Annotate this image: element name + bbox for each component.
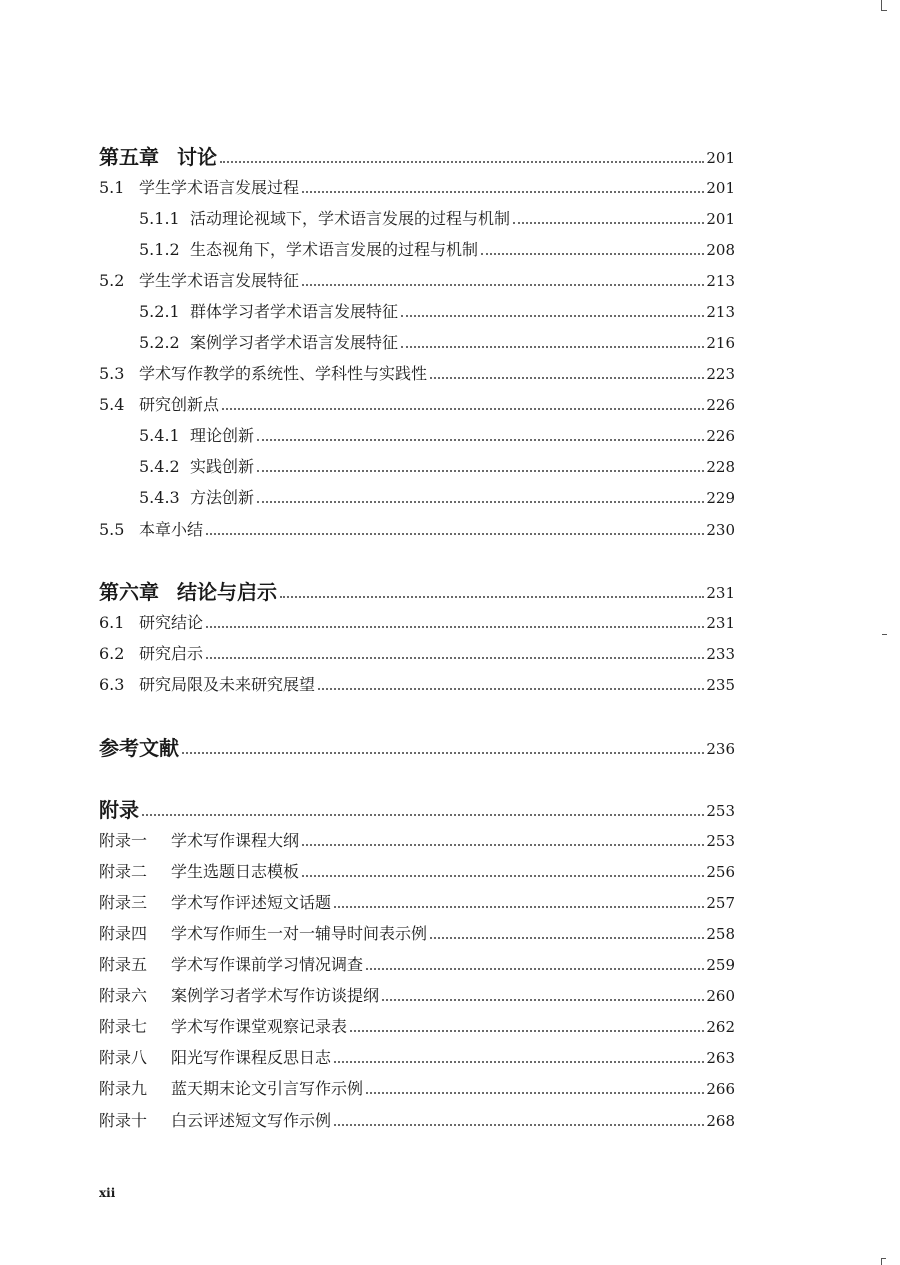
toc-entry[interactable]	[139, 296, 735, 322]
page-number: 201	[706, 210, 735, 228]
toc-entry[interactable]	[139, 420, 735, 446]
page-number: 258	[706, 925, 735, 943]
entry-title: 研究启示	[139, 644, 204, 663]
dot-leader	[302, 844, 704, 846]
dot-leader	[430, 937, 704, 939]
toc-entry[interactable]	[99, 514, 735, 540]
toc-entry[interactable]	[99, 887, 735, 913]
toc-entry[interactable]	[99, 1011, 735, 1037]
toc-entry[interactable]	[99, 389, 735, 415]
entry-number: 5.4.3	[139, 488, 180, 507]
dot-leader	[318, 688, 704, 690]
entry-title: 案例学习者学术写作访谈提纲	[171, 986, 380, 1005]
entry-title: 案例学习者学术语言发展特征	[190, 333, 399, 352]
page-number: 262	[706, 1018, 735, 1036]
dot-leader	[334, 906, 704, 908]
dot-leader	[382, 999, 704, 1001]
toc-entry[interactable]	[99, 669, 735, 695]
dot-leader	[257, 501, 704, 503]
entry-title: 学生学术语言发展过程	[139, 178, 300, 197]
page-number: 236	[706, 740, 735, 758]
page-number: 253	[706, 802, 735, 820]
toc-entry[interactable]	[99, 607, 735, 633]
dot-leader	[481, 253, 704, 255]
dot-leader	[302, 875, 704, 877]
dot-leader	[401, 315, 704, 317]
entry-title: 学生选题日志模板	[171, 862, 300, 881]
entry-number: 6.2	[99, 644, 125, 663]
dot-leader	[257, 470, 704, 472]
page-number: 259	[706, 956, 735, 974]
toc-entry[interactable]	[99, 949, 735, 975]
chapter-label: 附录	[99, 798, 139, 822]
entry-number: 5.4.1	[139, 426, 180, 445]
entry-number: 附录七	[99, 1017, 148, 1036]
entry-number: 5.1.1	[139, 209, 180, 228]
page-number: 260	[706, 987, 735, 1005]
toc-entry[interactable]	[99, 172, 735, 198]
toc-entry[interactable]	[139, 234, 735, 260]
page-number: 226	[706, 396, 735, 414]
dot-leader	[350, 1030, 704, 1032]
entry-title: 学术写作评述短文话题	[171, 893, 332, 912]
toc-entry[interactable]	[139, 482, 735, 508]
dot-leader	[257, 439, 704, 441]
dot-leader	[334, 1061, 704, 1063]
entry-title: 学术写作教学的系统性、学科性与实践性	[139, 364, 428, 383]
entry-title: 本章小结	[139, 520, 204, 539]
entry-number: 5.2.2	[139, 333, 180, 352]
page-number: 266	[706, 1080, 735, 1098]
dot-leader	[366, 1092, 704, 1094]
page-number: 213	[706, 303, 735, 321]
toc-entry[interactable]	[99, 980, 735, 1006]
entry-title: 蓝天期末论文引言写作示例	[171, 1079, 364, 1098]
chapter-label: 第六章	[99, 580, 159, 604]
entry-number: 5.2	[99, 271, 125, 290]
entry-number: 附录四	[99, 924, 148, 943]
entry-number: 5.1.2	[139, 240, 180, 259]
dot-leader	[206, 657, 704, 659]
toc-entry[interactable]	[99, 918, 735, 944]
page-number: 226	[706, 427, 735, 445]
dot-leader	[206, 533, 704, 535]
entry-number: 附录二	[99, 862, 148, 881]
chapter-title: 讨论	[177, 145, 217, 169]
entry-number: 5.1	[99, 178, 125, 197]
entry-number: 附录十	[99, 1111, 148, 1130]
entry-title: 理论创新	[190, 426, 255, 445]
toc-entry[interactable]	[99, 1105, 735, 1131]
entry-number: 5.2.1	[139, 302, 180, 321]
dot-leader	[334, 1124, 704, 1126]
toc-entry[interactable]	[139, 451, 735, 477]
entry-title: 学术写作课程大纲	[171, 831, 300, 850]
toc-entry[interactable]	[99, 825, 735, 851]
dot-leader	[182, 752, 704, 754]
page-number: 233	[706, 645, 735, 663]
toc-entry[interactable]	[139, 203, 735, 229]
entry-number: 5.3	[99, 364, 125, 383]
entry-number: 附录六	[99, 986, 148, 1005]
dot-leader	[142, 814, 704, 816]
page-number: 228	[706, 458, 735, 476]
page-number: 230	[706, 521, 735, 539]
toc-entry[interactable]	[99, 856, 735, 882]
page-number: 231	[706, 614, 735, 632]
entry-title: 研究局限及未来研究展望	[139, 675, 316, 694]
entry-number: 5.5	[99, 520, 125, 539]
entry-number: 5.4	[99, 395, 125, 414]
page-number: 268	[706, 1112, 735, 1130]
page-number: 216	[706, 334, 735, 352]
entry-number: 6.3	[99, 675, 125, 694]
entry-title: 方法创新	[190, 488, 255, 507]
toc-entry[interactable]	[99, 638, 735, 664]
page-number: 256	[706, 863, 735, 881]
entry-number: 附录八	[99, 1048, 148, 1067]
dot-leader	[206, 626, 704, 628]
entry-title: 群体学习者学术语言发展特征	[190, 302, 399, 321]
entry-title: 阳光写作课程反思日志	[171, 1048, 332, 1067]
dot-leader	[302, 191, 704, 193]
page-number: 229	[706, 489, 735, 507]
entry-title: 研究创新点	[139, 395, 220, 414]
dot-leader	[430, 377, 704, 379]
entry-title: 白云评述短文写作示例	[171, 1111, 332, 1130]
entry-title: 学生学术语言发展特征	[139, 271, 300, 290]
entry-number: 附录三	[99, 893, 148, 912]
chapter-heading[interactable]	[99, 142, 735, 168]
toc-entry[interactable]	[139, 327, 735, 353]
chapter-heading[interactable]	[99, 577, 735, 603]
page-number: 213	[706, 272, 735, 290]
dot-leader	[280, 596, 704, 598]
entry-number: 6.1	[99, 613, 125, 632]
dot-leader	[222, 408, 704, 410]
entry-title: 实践创新	[190, 457, 255, 476]
chapter-label: 参考文献	[99, 736, 179, 760]
page-number: 235	[706, 676, 735, 694]
entry-title: 生态视角下，学术语言发展的过程与机制	[190, 240, 479, 259]
page-number: 223	[706, 365, 735, 383]
dot-leader	[302, 284, 704, 286]
chapter-heading[interactable]	[99, 733, 735, 759]
dot-leader	[401, 346, 704, 348]
chapter-title: 结论与启示	[177, 580, 277, 604]
chapter-label: 第五章	[99, 145, 159, 169]
entry-number: 5.4.2	[139, 457, 180, 476]
page-number: 257	[706, 894, 735, 912]
dot-leader	[366, 968, 704, 970]
page-number: 253	[706, 832, 735, 850]
entry-title: 学术写作课前学习情况调查	[171, 955, 364, 974]
entry-title: 学术写作师生一对一辅导时间表示例	[171, 924, 428, 943]
toc-entry[interactable]	[99, 265, 735, 291]
page-number: 201	[706, 149, 735, 167]
page-number: 201	[706, 179, 735, 197]
entry-title: 研究结论	[139, 613, 204, 632]
page-number: 263	[706, 1049, 735, 1067]
page-number: xii	[99, 1186, 116, 1200]
chapter-heading[interactable]	[99, 795, 735, 821]
dot-leader	[513, 222, 704, 224]
entry-title: 活动理论视域下，学术语言发展的过程与机制	[190, 209, 511, 228]
entry-number: 附录九	[99, 1079, 148, 1098]
dot-leader	[220, 161, 704, 163]
entry-title: 学术写作课堂观察记录表	[171, 1017, 348, 1036]
page-number: 231	[706, 584, 735, 602]
toc-entry[interactable]	[99, 1042, 735, 1068]
page-number: 208	[706, 241, 735, 259]
toc-entry[interactable]	[99, 1073, 735, 1099]
entry-number: 附录一	[99, 831, 148, 850]
entry-number: 附录五	[99, 955, 148, 974]
toc-entry[interactable]	[99, 358, 735, 384]
